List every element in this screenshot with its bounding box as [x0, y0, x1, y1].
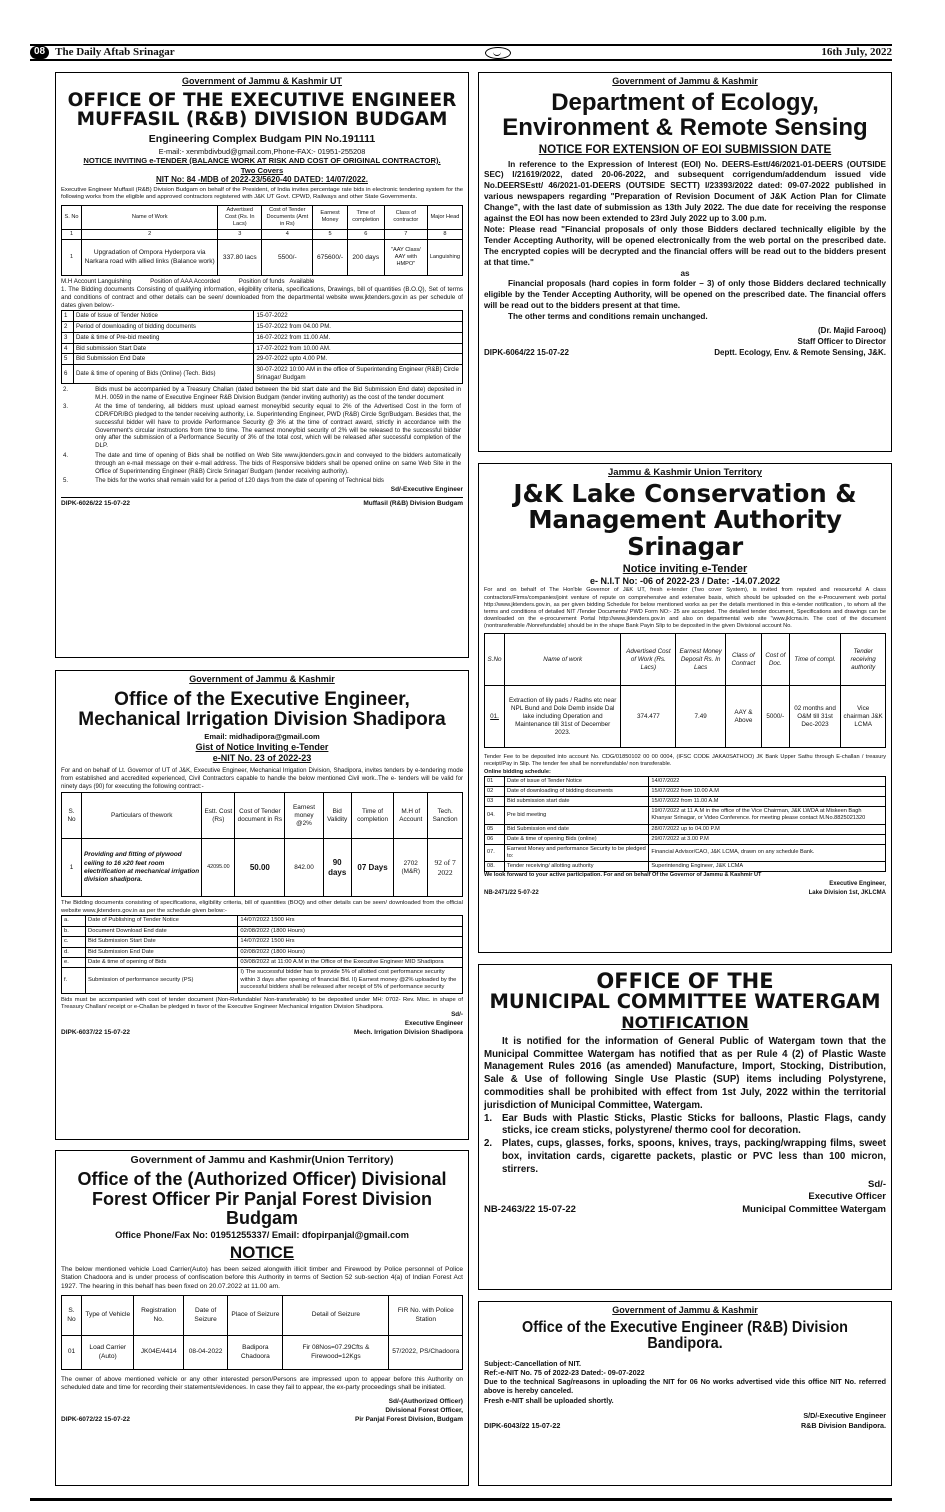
ad-ref-number: DIPK-6026/22 15-07-22 — [61, 499, 131, 507]
table-cell: Bid submission start date — [505, 797, 649, 807]
table-cell: 57/2022, PS/Chadoora — [389, 1336, 463, 1370]
table-cell: 29-07-2022 upto 4.00 PM. — [254, 354, 463, 365]
table-cell: 15-07-2022 — [254, 311, 463, 322]
table-cell: 337.80 lacs — [218, 240, 262, 276]
col-header: Time of compl. — [789, 634, 841, 686]
col-header: S. No — [62, 793, 82, 839]
col-header: Time of completion — [347, 205, 384, 229]
signature-office: Mech. Irrigation Division Shadipora — [353, 1028, 463, 1036]
table-cell: 42095.00 — [202, 839, 235, 897]
ad-title-line1: OFFICE OF THE — [596, 969, 774, 993]
ad-ref-number: DIPK-6072/22 15-07-22 — [61, 1416, 131, 1424]
closing-text: We look forward to your active participation. For and on behalf Of the Governor of Jammu & Kashmir UT — [484, 872, 762, 879]
table-cell: 28/07/2022 up to 04.00 P.M — [649, 824, 886, 834]
notice-subtitle: NOTIFICATION — [621, 1013, 749, 1033]
col-header: Name of work — [505, 634, 621, 686]
note-text: Note: Please read "Financial proposals of only those Bidders declared technically eligible by the Tender Accepting Authority, will be opened electronically from the web portal on the prescribed date. The encrypted copies will be decrypted and the financial offers will be read out to the bidders present at that time." — [484, 225, 886, 267]
covers: Two Covers — [240, 165, 284, 175]
table-cell: 08-04-2022 — [183, 1336, 228, 1370]
item-number: 1. — [484, 1112, 493, 1124]
signature-name: (Dr. Majid Farooq) — [818, 326, 886, 336]
list-item — [484, 1113, 886, 1139]
list-item — [484, 1138, 886, 1176]
table-cell: 15/07/2022 from 11.00 A.M — [649, 797, 886, 807]
ad-title-line2: Mechanical Irrigation Division Shadipora — [78, 708, 446, 730]
table-cell: 17-07-2022 from 10.00 AM. — [254, 343, 463, 354]
ad-title-line1: J&K Lake Conservation & — [513, 479, 857, 509]
table-cell: 14/07/2022 1500 Hrs — [238, 916, 463, 926]
ad-address: Engineering Complex Budgam PIN No.191111 — [148, 133, 376, 146]
table-row — [62, 321, 463, 332]
page-header — [30, 44, 892, 61]
signature-title: Executive Engineer — [404, 1019, 463, 1027]
table-cell: 5 — [62, 354, 74, 365]
col-header: Estt. Cost (Rs) — [202, 793, 235, 839]
table-cell: f. — [62, 968, 86, 993]
table-row — [485, 776, 886, 786]
table-cell: 07 Days — [351, 839, 393, 897]
tender-fee-text: Tender Fee to be deposited into account No. CDG/01850102 00 00 0004, (IFSC CODE JAKA0SATHOO) JK Bank Upper Sathu through E-challan / treasury receipt/Pay in Slip. The tender fee shall be nonrefundable/ non transferable. — [484, 754, 886, 768]
ad-title-line1: Department of Ecology, — [551, 88, 819, 116]
col-header: Detail of Seizure — [283, 1296, 389, 1336]
table-cell: 374.477 — [621, 686, 676, 748]
ad-govt-heading: Jammu & Kashmir Union Territory — [608, 467, 762, 478]
item-text: Bids must be accompanied by a Treasury Challan (dated between the bid start date and the Bid Submission End date) deposited in M.H. 0059 in the name of Executive Engineer R&B Division Budgam (tender inviting authority) as the cost of the tender document — [95, 385, 461, 401]
subject-line: Subject:-Cancellation of NIT. — [484, 1358, 582, 1368]
table-cell: Financial Advisor/CAO, J&K LCMA, drawn on any schedule Bank. — [649, 844, 886, 861]
table-cell: I) The successful bidder has to provide 5% of allotted cost performance security within 3 days after opening of financial Bid. II) Earnest money @2% uploaded by the successful bidders shall be released after receipt of 5% of performance security — [238, 968, 463, 993]
notice-subtitle: Notice inviting e-Tender — [622, 562, 748, 575]
signature-title: Executive Officer — [808, 1190, 886, 1202]
col-number: 5 — [313, 230, 347, 240]
signature-title: S/D/-Executive Engineer — [803, 1410, 886, 1420]
table-cell: 675600/- — [313, 240, 347, 276]
ad-pir-panjal-forest-division — [55, 1150, 469, 1486]
list-item — [61, 451, 463, 476]
table-row — [62, 332, 463, 343]
table-cell: Date & time of opening of Bids — [86, 958, 238, 968]
table-row — [62, 311, 463, 322]
col-header: Name of Work — [82, 205, 218, 229]
col-header: Earnest Money Deposit Rs. In Lacs — [676, 634, 726, 686]
nit-number: e- N.I.T No: -06 of 2022-23 / Date: -14.07.2022 — [589, 575, 781, 586]
fresh-nit-text: Fresh e-NIT shall be uploaded shortly. — [484, 1395, 614, 1405]
signature-title: Executive Engineer, — [829, 881, 886, 888]
col-number: 2 — [82, 230, 218, 240]
table-cell: 200 days — [347, 240, 384, 276]
col-header: S. No — [62, 205, 82, 229]
works-table — [61, 792, 463, 897]
table-cell: 19/07/2022 at 11 A.M in the office of the Vice Chairman, J&K LWDA at Miskeen Bagh Khanyar Srinagar, or Video Conference. for meeting please contact M.No.8825021320 — [649, 807, 886, 824]
table-cell: 08. — [485, 862, 505, 872]
table-cell: Date of issue of Tender Notice — [505, 776, 649, 786]
table-cell: e. — [62, 958, 86, 968]
table-cell: Date of Publishing of Tender Notice — [86, 916, 238, 926]
ad-govt-heading: Government of Jammu & Kashmir — [612, 1305, 758, 1315]
col-header: Advertised Cost (Rs. In Lacs) — [218, 205, 262, 229]
intro-text: For and on behalf of The Hon'ble Governor of J&K UT, fresh e-tender (Two cover System), is invited from reputed and resourceful A class contractors/Firms/companies/joint venture of repute on comprehensive and extensive basis, which should be uploaded on the e-Procurement web portal http://www.jktenders.gov.in, as per given bidding Schedule for below mentioned works as per the details mentioned in this e-tender notification , to whom all the terms and conditions of detailed NIT /Tender Documents/ PWD Form NO:- 25 are accepted. The detailed tender document, Specifications and drawings can be downloaded on the e-procurement Portal http://www.jktenders.gov.in and also on departmental web site "www.jklcma.in. The cost of the document (nontransferable /Nonrefundable) should be in the shape Bank Payin Slip to be deposited in the given Divisional account No. — [484, 587, 886, 630]
table-cell: Badipora Chadoora — [228, 1336, 283, 1370]
table-cell: 6 — [62, 365, 74, 384]
table-cell: 15/07/2022 from 10.00 A.M — [649, 786, 886, 796]
col-number: 4 — [262, 230, 313, 240]
ad-title-line1: Office of the (Authorized Officer) Divisional — [77, 1169, 447, 1190]
col-header: Cost of Tender document in Rs — [235, 793, 285, 839]
item-text: The date and time of opening of Bids shall be notified on Web Site www.jktenders.gov.in and conveyed to the bidders automatically through an e-mail message on their e-mail address. The bids of Responsive bidders shall be opened online on same Web Site in the Office of Superintending Engineer (R&B) Circle Srinagar/ Budgam (tender receiving authority). — [95, 452, 461, 475]
list-item — [61, 385, 463, 403]
ad-title-line1: OFFICE OF THE EXECUTIVE ENGINEER — [67, 89, 457, 111]
table-cell: "AAY Class/ AAY with HMPO" — [384, 240, 427, 276]
proposal-text: Financial proposals (hard copies in form folder – 3) of only those Bidders declared technically eligible by the Tender Accepting Authority, will be opened on the prescribed date. The financial offers will be read out to the bidders present at that time. — [484, 279, 886, 310]
ad-govt-heading: Government of Jammu & Kashmir — [189, 674, 335, 684]
table-cell: 14/07/2022 1500 Hrs — [238, 937, 463, 947]
ad-govt-heading: Government of Jammu and Kashmir(Union Territory) — [130, 1154, 394, 1166]
dates-schedule-table — [61, 310, 463, 384]
ad-title-line2: Management Authority Srinagar — [528, 505, 842, 561]
table-cell: 02 — [485, 786, 505, 796]
terms-text: The other terms and conditions remain unchanged. — [508, 311, 708, 321]
col-header: Particulars of thework — [82, 793, 202, 839]
table-cell: 01 — [62, 1336, 82, 1370]
table-cell: JK04E/4414 — [134, 1336, 183, 1370]
table-cell: Date of downloading of bidding documents — [505, 786, 649, 796]
col-header: FIR No. with Police Station — [389, 1296, 463, 1336]
dates-schedule-table — [61, 915, 463, 993]
table-cell: d. — [62, 947, 86, 957]
intro-text: Executive Engineer Muffasil (R&B) Division Budgam on behalf of the President, of India invites percentage rate bids in electronic tendering system for the following works from the eligible and approved contractors registered with J&K UT Govt. CPWD, Railways and other State Governments. — [61, 186, 463, 201]
table-cell: 06 — [485, 834, 505, 844]
notification-text: It is notified for the information of General Public of Watergam town that the Municipal Committee Watergam has notified that as per Rule 4 (2) of Plastic Waste Management Rules 2016 (as amended) Manufacture, Import, Stocking, Distribution, Sale & Use of following Single Use Plastic (SUP) items including Polystyrene, commodities shall be prohibited with effect from 1st July, 2022 within the territorial jurisdiction of Municipal Committee, Watergam. — [484, 1035, 886, 1111]
table-row — [485, 807, 886, 824]
ad-govt-heading: Government of Jammu & Kashmir — [612, 76, 758, 86]
signature: Sd/-(Authorized Officer) — [388, 1398, 463, 1406]
col-header: Cost of Doc. — [761, 634, 789, 686]
signature: Sd/- — [868, 1178, 886, 1190]
item-text: The bids for the works shall remain valid for a period of 120 days from the date of opening of Technical bids — [95, 477, 384, 485]
table-row — [485, 862, 886, 872]
ad-ref-number: NB-2471/22 5-07-22 — [484, 890, 539, 897]
table-cell: 2 — [62, 321, 74, 332]
table-cell: Date & time of opening of Bids (Online) (Tech. Bids) — [74, 365, 254, 384]
signature-office: Muffasil (R&B) Division Budgam — [363, 499, 463, 507]
table-row — [62, 343, 463, 354]
ad-email: E-mail:- xenmbdivbud@gmail.com,Phone-FAX:- 01951-255208 — [158, 146, 366, 156]
col-header: Earnest money @2% — [285, 793, 323, 839]
col-header: Type of Vehicle — [82, 1296, 134, 1336]
col-header: Time of completion — [351, 793, 393, 839]
ad-ref-number: DIPK-6064/22 15-07-22 — [484, 347, 569, 357]
table-row — [62, 365, 463, 384]
table-cell: 02/08/2022 (1800 Hours) — [238, 947, 463, 957]
item-text: Plates, cups, glasses, forks, spoons, knives, trays, packing/wrapping films, sweet box, invitation cards, cigarette packets, plastic or PVC less than 100 micron, stirrers. — [502, 1138, 886, 1175]
table-cell: 02/08/2022 (1800 Hours) — [238, 926, 463, 936]
ad-municipal-committee-watergam — [478, 964, 892, 1290]
table-cell: 02 months and O&M till 31st Dec-2023 — [789, 686, 841, 748]
notice-text-2: The owner of above mentioned vehicle or any other interested person/Persons are impressed upon to appear before this Authority on scheduled date and time for recording their statements/evidences. In case they fail to appear, the ex-party proceedings shall be initiated. — [61, 1376, 463, 1392]
item-number: 3. — [63, 403, 69, 411]
col-header: Bid Validity — [323, 793, 351, 839]
col-header: Date of Seizure — [183, 1296, 228, 1336]
table-row — [485, 824, 886, 834]
cancellation-text: Due to the technical Sag/reasons in uploading the NIT for 06 No works advertised vide this office NIT No. referred above is hereby canceled. — [484, 1377, 886, 1396]
item-number: 2. — [484, 1138, 493, 1150]
table-cell: Extraction of lily pads / Radhs etc near NPL Bund and Dole Demb inside Dal lake including Operation and Maintenance till 31st of December 2023. — [505, 686, 621, 748]
ad-title-line2: MUFFASIL (R&B) DIVISION BUDGAM — [76, 109, 448, 131]
ad-title-line2: Forest Officer Pir Panjal Forest Division Budgam — [91, 1188, 433, 1228]
bidding-docs-text: 1. The Bidding documents Consisting of qualifying information, eligibility criteria, specifications, Drawings, bill of quantities (B.O.Q), Set of terms and conditions of contract and other details can be seen/ downloaded from the departmental website www.jktenders.gov.in as per schedule of dates given below:- — [61, 286, 463, 310]
table-cell: Providing and fitting of plywood ceiling to 16 x20 feet room electrification at mechanical irrigation division shadipora. — [82, 839, 202, 897]
table-cell: Date & time of Pre-bid meeting — [74, 332, 254, 343]
table-row — [485, 797, 886, 807]
table-cell: Load Carrier (Auto) — [82, 1336, 134, 1370]
col-number: 7 — [384, 230, 427, 240]
table-cell: Earnest Money and performance Security to be pledged to: — [505, 844, 649, 861]
ad-ref-number: DIPK-6037/22 15-07-22 — [61, 1028, 131, 1036]
table-row — [62, 937, 463, 947]
col-number: 3 — [218, 230, 262, 240]
table-cell: 2702 (M&R) — [394, 839, 428, 897]
dates-schedule-table — [484, 776, 886, 873]
table-cell: Document Download End date — [86, 926, 238, 936]
ad-ecology-environment-remote-sensing — [478, 72, 892, 452]
col-header: S.No — [485, 634, 505, 686]
table-cell: 14/07/2022 — [649, 776, 886, 786]
ad-title-line2: Environment & Remote Sensing — [502, 114, 868, 142]
table-cell: 5000/- — [761, 686, 789, 748]
reference-line: Ref:-e-NIT No. 75 of 2022-23 Dated:- 09-07-2022 — [484, 1367, 645, 1377]
table-cell: Bid Submission End Date — [74, 354, 254, 365]
as-text: as — [680, 268, 690, 278]
table-cell: a. — [62, 916, 86, 926]
page-number: 08 — [30, 46, 49, 59]
item-text: At the time of tendering, all bidders must upload earnest money/bid security equal to 2% of the Advertised Cost in the form of CDR/FDR/BG pledged to the tender receiving authority, i.e. Superintending Engineer, PWD (R&B) Circle Sgr/Budgam. Besides that, the successful bidder will have to provide Performance Security @ 3% at the time of contract award, strictly in accordance with the Government's circular instructions from time to time. The earnest money/bid security of 2% will be released to the successful bidder only after the submission of a Performance Security of 3% of the total cost, which will be released after successful completion of the DLP. — [95, 403, 461, 450]
table-cell: 3 — [62, 332, 74, 343]
col-header: Class of contractor — [384, 205, 427, 229]
table-cell: Period of downloading of bidding documents — [74, 321, 254, 332]
list-item — [61, 476, 463, 486]
table-cell: Fir 08Nos=07.29Cfts & Firewood=12Kgs — [283, 1336, 389, 1370]
col-number: 6 — [347, 230, 384, 240]
table-cell: 842.00 — [285, 839, 323, 897]
works-table — [61, 205, 463, 277]
table-cell: Vice chairman J&K LCMA — [841, 686, 886, 748]
table-cell: 01 — [485, 776, 505, 786]
issue-date: 16th July, 2022 — [821, 46, 892, 59]
table-row — [485, 844, 886, 861]
col-header: Class of Contract — [725, 634, 761, 686]
col-header: Registration No. — [134, 1296, 183, 1336]
table-cell: 29/07/2022 at 3.00 P.M — [649, 834, 886, 844]
item-number: 4. — [63, 452, 69, 460]
table-cell: 1 — [62, 839, 82, 897]
table-cell: Date & time of opening Bids (online) — [505, 834, 649, 844]
ad-title-line1: Office of the Executive Engineer, — [114, 688, 410, 710]
col-number: 1 — [62, 230, 82, 240]
table-cell: 92 of 7 2022 — [428, 839, 463, 897]
table-cell: 04. — [485, 807, 505, 824]
table-cell: 16-07-2022 from 11.00 AM. — [254, 332, 463, 343]
table-row — [62, 926, 463, 936]
table-row — [485, 786, 886, 796]
ad-title-line2: MUNICIPAL COMMITTEE WATERGAM — [489, 990, 881, 1014]
item-text: Ear Buds with Plastic Sticks, Plastic Sticks for balloons, Plastic Flags, candy sticks, ice cream sticks, polystyrene/ thermo cool for decoration. — [502, 1112, 886, 1137]
ad-contact: Office Phone/Fax No: 01951255337/ Email: dfopirpanjal@gmail.com — [115, 1230, 409, 1241]
table-row — [62, 947, 463, 957]
col-header: Major Head — [427, 205, 462, 229]
table-cell: 05 — [485, 824, 505, 834]
signature-office: Municipal Committee Watergam — [742, 1203, 886, 1215]
ad-ref-number: DIPK-6043/22 15-07-22 — [484, 1420, 561, 1430]
table-cell: Tender receiving/ allotting authority — [505, 862, 649, 872]
signature-title: Divisional Forest Officer, — [385, 1406, 463, 1414]
table-row — [62, 354, 463, 365]
gist-title: Gist of Notice Inviting e-Tender — [195, 741, 329, 752]
newspaper-masthead-logo-icon — [485, 47, 511, 59]
table-cell: Pre bid meeting — [505, 807, 649, 824]
nit-number: NIT No: 84 -MDB of 2022-23/5620-40 DATED: 14/07/2022. — [156, 175, 368, 185]
cost-deposit-text: Bids must be accompanied with cost of tender document (Non-Refundable/ Non-transferable) to be deposited under MH: 0702- Rev. Misc. in shape of Treasury Challan/ receipt or e-Challan be pledged in favor of the Executive Engineer Mechanical irrigation Division Shadipora. — [61, 996, 463, 1011]
table-cell: 01. — [485, 686, 505, 748]
page-bottom-rule — [30, 1498, 892, 1501]
signature: Sd/- — [451, 1011, 463, 1019]
table-cell: Bid submission Start Date — [74, 343, 254, 354]
col-header: Cost of Tender Documents (Amt in Rs) — [262, 205, 313, 229]
table-cell: 1 — [62, 311, 74, 322]
item-number: 2. — [63, 385, 69, 393]
table-cell: Upgradation of Ompora Hyderpora via Narkara road with allied links (Balance work) — [82, 240, 218, 276]
signature-title: Staff Officer to Director — [797, 336, 886, 346]
col-number: 8 — [427, 230, 462, 240]
col-header: M.H of Account — [394, 793, 428, 839]
table-cell: Bid Submission end date — [505, 824, 649, 834]
table-cell: Bid Submission End Date — [86, 947, 238, 957]
ad-ref-number: NB-2463/22 15-07-22 — [484, 1203, 576, 1215]
table-cell: c. — [62, 937, 86, 947]
ad-rb-division-bandipora — [478, 1301, 892, 1486]
table-cell: Languishing — [427, 240, 462, 276]
table-cell: 07. — [485, 844, 505, 861]
col-header: Tender receiving authority — [841, 634, 886, 686]
table-cell: Superintending Engineer, J&K LCMA — [649, 862, 886, 872]
ad-email: Email: midhadipora@gmail.com — [204, 732, 320, 742]
table-cell: 5500/- — [262, 240, 313, 276]
table-cell: 30-07-2022 10:00 AM in the office of Superintending Engineer (R&B) Circle Srinagar/ Budgam — [254, 365, 463, 384]
table-cell: 15-07-2022 from 04.00 PM. — [254, 321, 463, 332]
col-header: Tech. Sanction — [428, 793, 463, 839]
schedule-heading: Online bidding schedule: — [484, 768, 551, 775]
col-header: Earnest Money — [313, 205, 347, 229]
table-cell: 03 — [485, 797, 505, 807]
table-cell: AAY & Above — [725, 686, 761, 748]
col-header: Place of Seizure — [228, 1296, 283, 1336]
ad-muffasil-rb-budgam — [55, 72, 469, 658]
nit-number: e-NIT No. 23 of 2022-23 — [212, 753, 312, 764]
ad-govt-heading: Government of Jammu & Kashmir UT — [181, 76, 343, 86]
intro-text: For and on behalf of Lt. Governor of UT of J&K, Executive Engineer, Mechanical Irrigation Division, Shadipora, invites tenders by e-tendering mode from established and accredited experienced, Civil Contractors capable to handle the below mentioned Civil work..The e- tenders will be valid for ninety days (90) for executing the following contract:- — [61, 766, 463, 790]
signature-office: Pir Panjal Forest Division, Budgam — [355, 1416, 463, 1424]
table-cell: b. — [62, 926, 86, 936]
ad-title: Office of the Executive Engineer (R&B) Division Bandipora. — [521, 1318, 848, 1353]
seizure-table — [61, 1295, 463, 1370]
nit-title: NOTICE INVITING e-TENDER (BALANCE WORK AT RISK AND COST OF ORIGINAL CONTRACTOR). — [83, 155, 441, 165]
table-row — [62, 968, 463, 993]
table-cell: 7.49 — [676, 686, 726, 748]
works-table — [484, 633, 886, 748]
table-cell: Bid Submission Start Date — [86, 937, 238, 947]
signature: Sd/-Executive Engineer — [390, 486, 463, 494]
bidding-docs-text: The Bidding documents consisting of specifications, eligibility criteria, bill of quantities (BOQ) and other details can be seen/ downloaded from the official website www.jktenders.gov.in as per the schedule given below:- — [61, 900, 463, 914]
table-row — [62, 958, 463, 968]
notice-heading: NOTICE — [229, 1242, 295, 1262]
table-cell: 50.00 — [235, 839, 285, 897]
list-item — [61, 402, 463, 451]
table-cell: 03/08/2022 at 11:00 A.M in the Office of the Executive Engineer MID Shadipora — [238, 958, 463, 968]
signature-office: Deptt. Ecology, Env. & Remote Sensing, J&K. — [714, 347, 886, 357]
notice-text: In reference to the Expression of Interest (EOI) No. DEERS-Estt/46/2021-01-DEERS (OUTSIDE SEC) I/21619/2022, dated 20-06-2022, and subsequent corrigendum/addendum issued vide No.DEERSEstt/ 46/2021-01-DEERS (OUTSIDE SECTT) I/23393/2022 dated: 09-07-2022 published in various newspapers regarding "Preparation of Revision Document of J&K Action Plan for Climate Change", with the last date of submission as 13th July 2022. The due date for receiving the response against the EOI has now been extended to 23rd July 2022 up to 3.00 p.m. — [484, 159, 886, 224]
table-cell: Date of Issue of Tender Notice — [74, 311, 254, 322]
table-cell: 4 — [62, 343, 74, 354]
notice-subtitle: NOTICE FOR EXTENSION OF EOI SUBMISSION DATE — [538, 143, 832, 156]
table-cell: 90 days — [323, 839, 351, 897]
signature-office: R&B Division Bandipora. — [800, 1420, 886, 1430]
table-row — [62, 916, 463, 926]
conditions-list — [61, 385, 463, 487]
table-cell: 1 — [62, 240, 82, 276]
col-header: S. No — [62, 1296, 82, 1336]
col-header: Advertised Cost of Work (Rs. Lacs) — [621, 634, 676, 686]
table-cell: Submission of performance security (PS) — [86, 968, 238, 993]
newspaper-name: The Daily Aftab Srinagar — [55, 46, 175, 59]
notice-text: The below mentioned vehicle Load Carrier(Auto) has been seized alongwith illicit timber and Firewood by Police personnel of Police Station Chadoora and is under process of confiscation before this Authority in terms of Section 52 sub-section 4(a) of Indian Forest Act 1927. The hearing in this behalf has been fixed on 20.07.2022 at 11.00 am. — [61, 1265, 463, 1290]
table-row — [485, 834, 886, 844]
item-number: 5. — [63, 477, 69, 485]
ad-lake-conservation-authority — [478, 463, 892, 953]
account-line: M.H Account Languishing Position of AAA Accorded Position of funds Available — [61, 278, 315, 286]
signature-office: Lake Division 1st, JKLCMA — [808, 890, 886, 897]
ad-mechanical-irrigation-shadipora — [55, 670, 469, 1140]
